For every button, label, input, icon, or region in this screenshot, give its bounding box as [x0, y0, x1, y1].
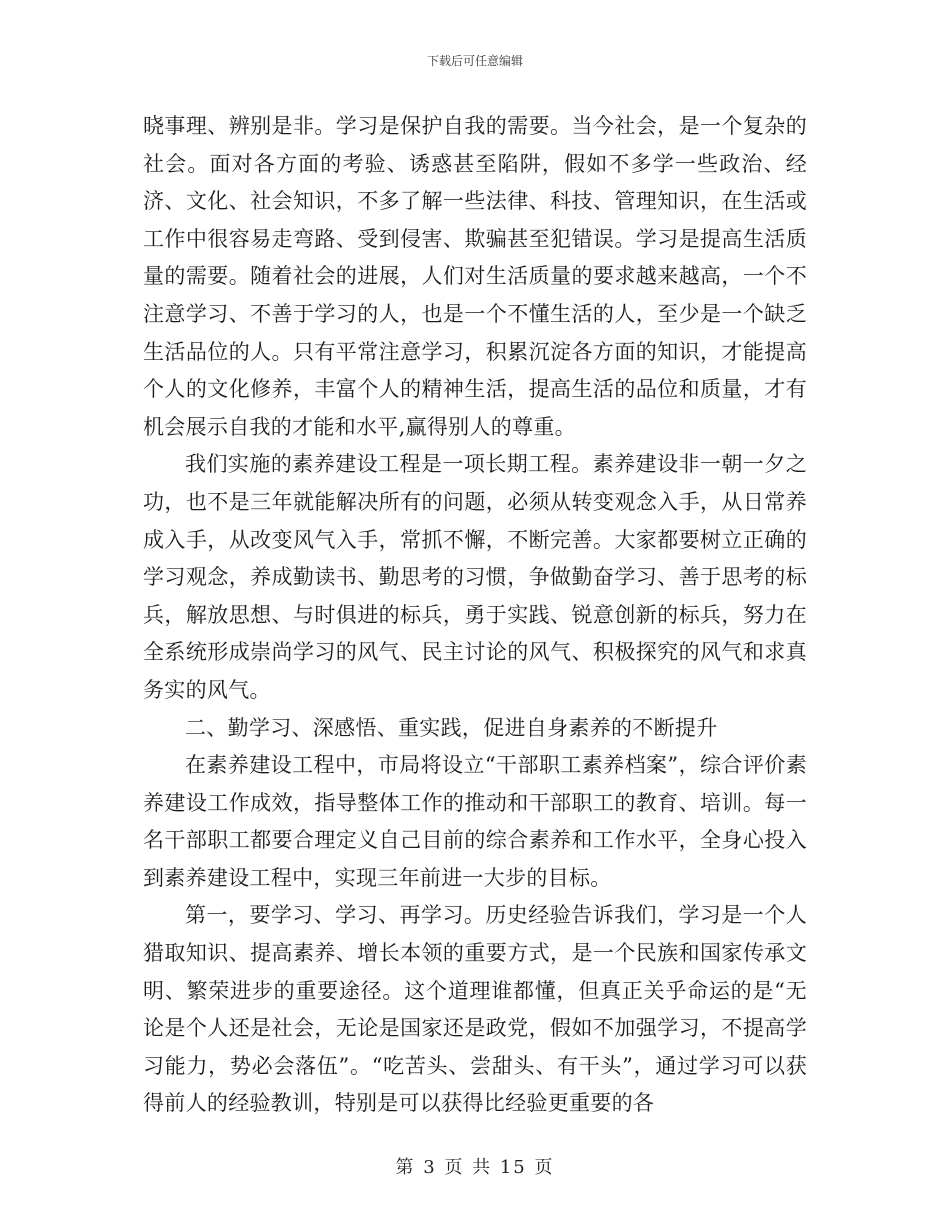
section-heading: 二、勤学习、深感悟、重实践，促进自身素养的不断提升 — [185, 715, 718, 740]
body-text — [143, 108, 807, 1123]
paragraph: 在素养建设工程中，市局将设立“干部职工素养档案”，综合评价素养建设工作成效，指导整体工作的推动和干部职工的教育、培训。每一名干部职工都要合理定义自己目前的综合素养和工作水平，全身心投入到素养建设工程中，实现三年前进一大步的目标。 — [143, 753, 807, 890]
paragraph: 第一，要学习、学习、再学习。历史经验告诉我们，学习是一个人猎取知识、提高素养、增长本领的重要方式，是一个民族和国家传承文明、繁荣进步的重要途径。这个道理谁都懂，但真正关乎命运的是“无论是个人还是社会，无论是国家还是政党，假如不加强学习，不提高学习能力，势必会落伍”。“吃苦头、尝甜头、有干头”，通过学习可以获得前人的经验教训，特别是可以获得比经验更重要的各 — [143, 903, 807, 1116]
page-number: 第 3 页 共 15 页 — [395, 1157, 555, 1178]
page-header: 下载后可任意编辑 — [426, 54, 523, 68]
paragraph: 晓事理、辨别是非。学习是保护自我的需要。当今社会，是一个复杂的社会。面对各方面的考验、诱惑甚至陷阱，假如不多学一些政治、经济、文化、社会知识，不多了解一些法律、科技、管理知识，在生活或工作中很容易走弯路、受到侵害、欺骗甚至犯错误。学习是提高生活质量的需要。随着社会的进展，人们对生活质量的要求越来越高，一个不注意学习、不善于学习的人，也是一个不懂生活的人，至少是一个缺乏生活品位的人。只有平常注意学习，积累沉淀各方面的知识，才能提高个人的文化修养，丰富个人的精神生活，提高生活的品位和质量，才有机会展示自我的才能和水平,赢得别人的尊重。 — [143, 114, 807, 439]
paragraph: 我们实施的素养建设工程是一项长期工程。素养建设非一朝一夕之功，也不是三年就能解决所有的问题，必须从转变观念入手，从日常养成入手，从改变风气入手，常抓不懈，不断完善。大家都要树立正确的学习观念，养成勤读书、勤思考的习惯，争做勤奋学习、善于思考的标兵，解放思想、与时俱进的标兵，勇于实践、锐意创新的标兵，努力在全系统形成崇尚学习的风气、民主讨论的风气、积极探究的风气和求真务实的风气。 — [143, 452, 807, 702]
